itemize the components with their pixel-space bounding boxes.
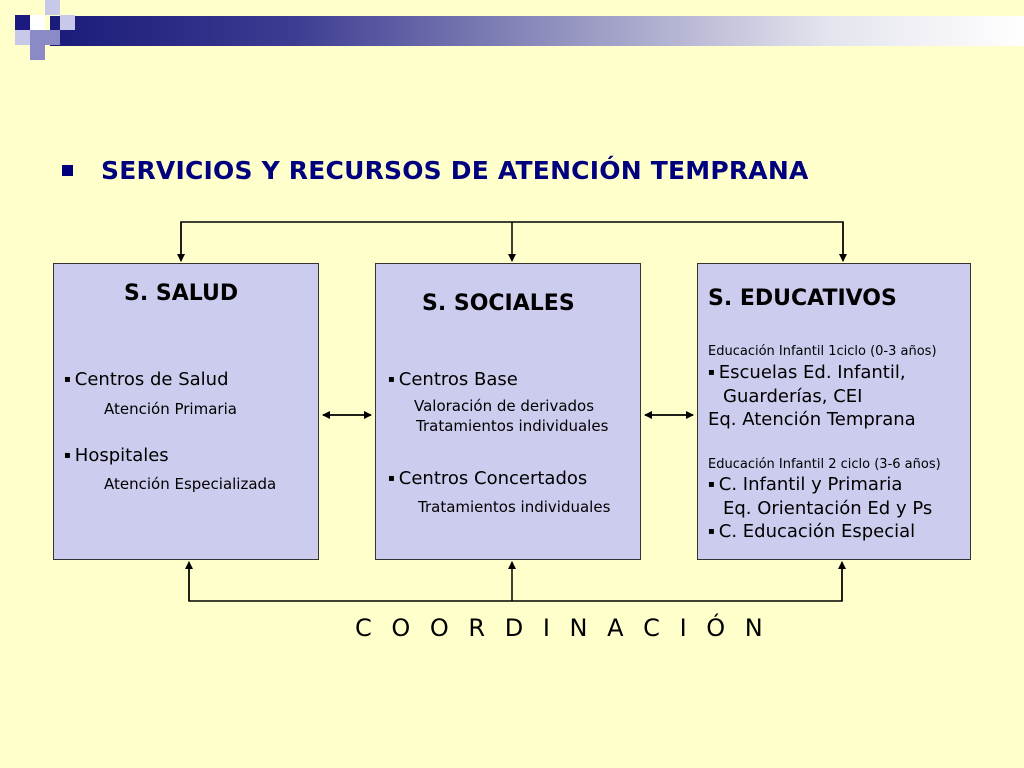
list-item-cont: Eq. Orientación Ed y Ps xyxy=(723,498,933,519)
list-item-cont: Guarderías, CEI xyxy=(723,386,863,407)
bullet-icon: ▪ xyxy=(64,374,71,385)
list-item: ▪ C. Infantil y Primaria xyxy=(708,474,903,495)
group-title: Educación Infantil 2 ciclo (3-6 años) xyxy=(708,457,941,472)
bullet-icon: ▪ xyxy=(64,450,71,461)
list-item: Eq. Atención Temprana xyxy=(708,409,916,430)
list-item: ▪ Centros Base xyxy=(388,369,518,390)
group-title: Educación Infantil 1ciclo (0-3 años) xyxy=(708,344,937,359)
list-item-sub: Tratamientos individuales xyxy=(416,417,609,435)
list-item: ▪ Escuelas Ed. Infantil, xyxy=(708,362,906,383)
list-item: ▪ Hospitales xyxy=(64,445,169,466)
bullet-icon: ▪ xyxy=(708,479,715,490)
bullet-icon: ▪ xyxy=(708,526,715,537)
box-heading: S. SALUD xyxy=(124,281,239,306)
list-item-sub: Atención Especializada xyxy=(104,475,277,493)
bullet-icon: ▪ xyxy=(388,374,395,385)
coordination-label: C O O R D I N A C I Ó N xyxy=(355,614,769,642)
top-connector xyxy=(181,222,843,261)
box-salud xyxy=(53,263,319,560)
bullet-icon: ▪ xyxy=(388,473,395,484)
page-title: SERVICIOS Y RECURSOS DE ATENCIÓN TEMPRANA xyxy=(101,156,809,185)
list-item-sub: Valoración de derivados xyxy=(414,397,595,415)
bullet-icon: ▪ xyxy=(708,367,715,378)
box-sociales xyxy=(375,263,641,560)
list-item: ▪ Centros de Salud xyxy=(64,369,229,390)
bottom-connector xyxy=(189,562,842,601)
list-item: ▪ C. Educación Especial xyxy=(708,521,916,542)
box-heading: S. EDUCATIVOS xyxy=(708,286,897,311)
box-heading: S. SOCIALES xyxy=(422,291,575,316)
list-item-sub: Atención Primaria xyxy=(104,400,237,418)
box-educativos xyxy=(697,263,971,560)
list-item: ▪ Centros Concertados xyxy=(388,468,588,489)
list-item-sub: Tratamientos individuales xyxy=(418,498,611,516)
